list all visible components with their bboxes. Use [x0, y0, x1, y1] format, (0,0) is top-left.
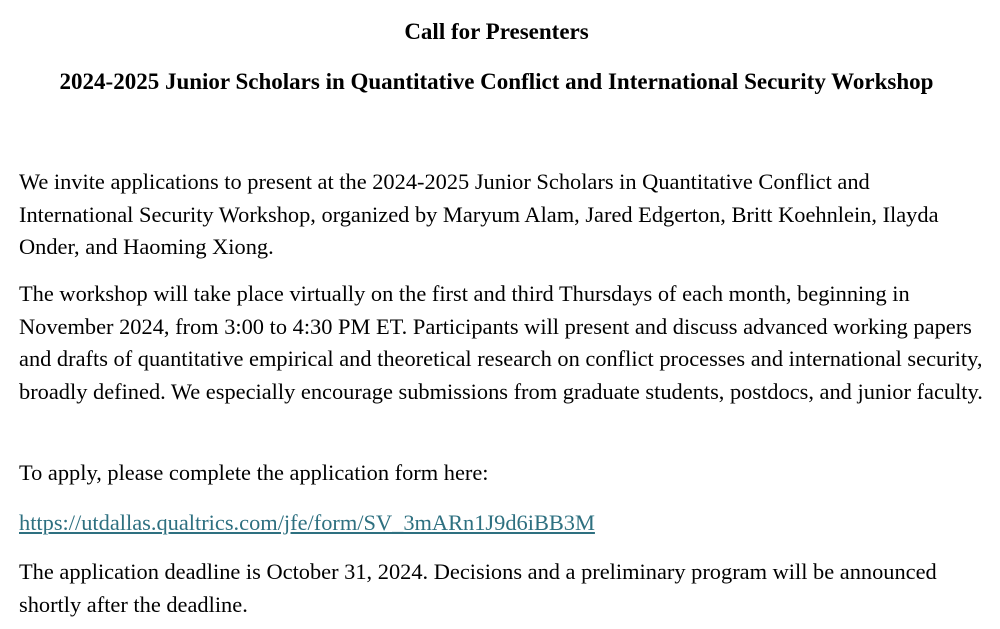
application-form-link[interactable]: https://utdallas.qualtrics.com/jfe/form/SV_3mARn1J9d6iBB3M: [19, 510, 595, 535]
details-paragraph: The workshop will take place virtually on the first and third Thursdays of each month, beginning in November 2024, from 3:00 to 4:30 PM ET. Participants will present and discuss advanced working papers and drafts of quantitative empirical and theoretical research on conflict processes and international security, broadly defined. We especially encourage submissions from graduate students, postdocs, and junior faculty.: [19, 281, 983, 404]
page-title: Call for Presenters: [404, 19, 589, 44]
page-subtitle: 2024-2025 Junior Scholars in Quantitative Conflict and International Security Workshop: [59, 69, 934, 94]
intro-paragraph: We invite applications to present at the 2024-2025 Junior Scholars in Quantitative Conflict and International Security Workshop, organized by Maryum Alam, Jared Edgerton, Britt Koehnlein, Ilayda Onder, and Haoming Xiong.: [19, 169, 939, 259]
application-link-line: [19, 507, 984, 540]
apply-prompt: To apply, please complete the application form here:: [19, 460, 489, 485]
deadline-paragraph: The application deadline is October 31, 2024. Decisions and a preliminary program will be announced shortly after the deadline.: [19, 559, 937, 617]
